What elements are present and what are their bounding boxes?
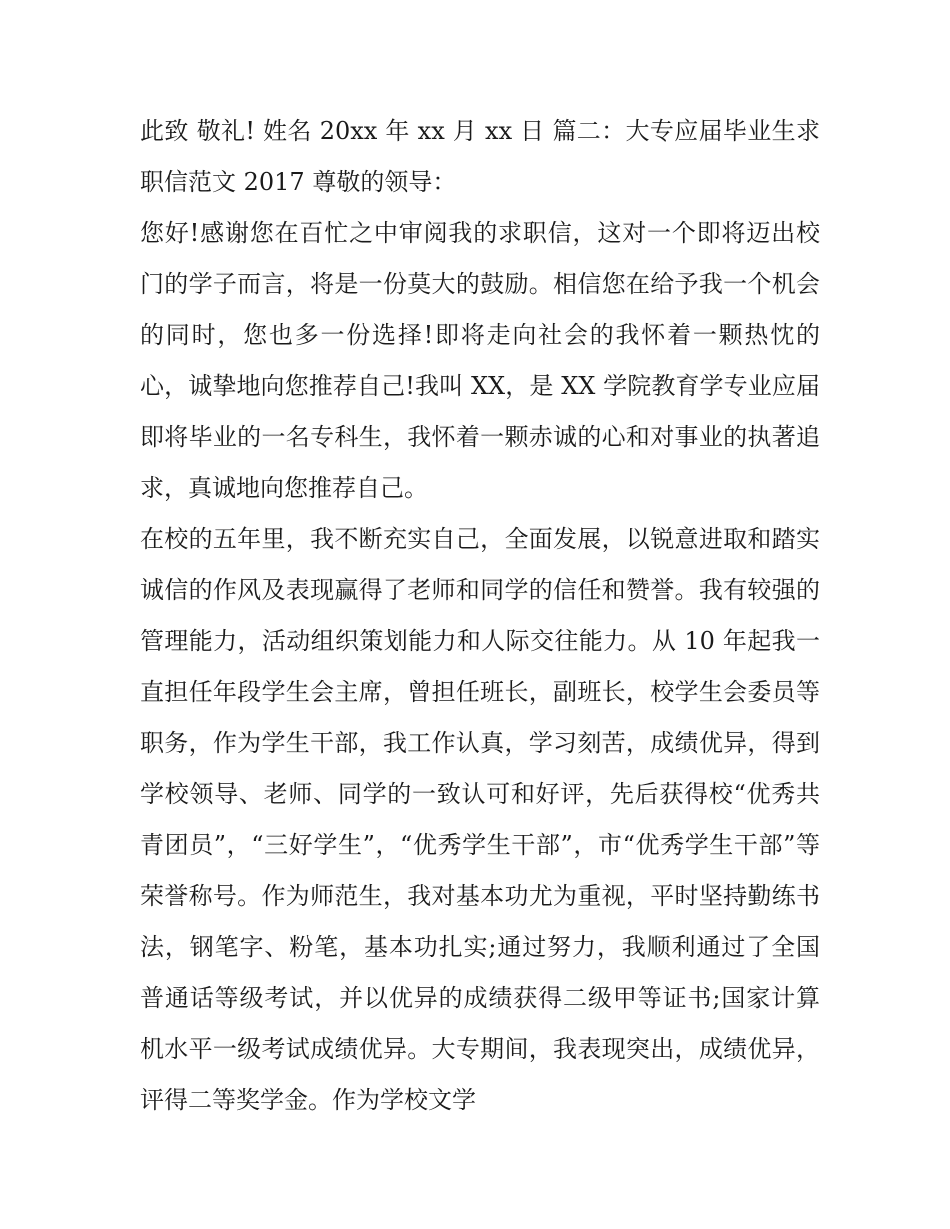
paragraph-closing-and-heading: 此致 敬礼! 姓名 20xx 年 xx 月 xx 日 篇二：大专应届毕业生求职信范文 2017 尊敬的领导： [140, 117, 820, 196]
document-body [140, 106, 820, 1126]
paragraph-greeting: 您好!感谢您在百忙之中审阅我的求职信，这对一个即将迈出校门的学子而言，将是一份莫大的鼓励。相信您在给予我一个机会的同时，您也多一份选择!即将走向社会的我怀着一颗热忱的心，诚挚地向您推荐自己!我叫 XX，是 XX 学院教育学专业应届即将毕业的一名专科生，我怀着一颗赤诚的心和对事业的执著追求，真诚地向您推荐自己。 [140, 219, 820, 502]
paragraph-school-experience: 在校的五年里，我不断充实自己，全面发展，以锐意进取和踏实诚信的作风及表现赢得了老师和同学的信任和赞誉。我有较强的管理能力，活动组织策划能力和人际交往能力。从 10 年起我一直担任年段学生会主席，曾担任班长，副班长，校学生会委员等职务，作为学生干部，我工作认真，学习刻苦，成绩优异，得到学校领导、老师、同学的一致认可和好评，先后获得校“优秀共青团员”，“三好学生”，“优秀学生干部”，市“优秀学生干部”等荣誉称号。作为师范生，我对基本功尤为重视，平时坚持勤练书法，钢笔字、粉笔，基本功扎实;通过努力，我顺利通过了全国普通话等级考试，并以优异的成绩获得二级甲等证书;国家计算机水平一级考试成绩优异。大专期间，我表现突出，成绩优异，评得二等奖学金。作为学校文学 [140, 525, 820, 1114]
